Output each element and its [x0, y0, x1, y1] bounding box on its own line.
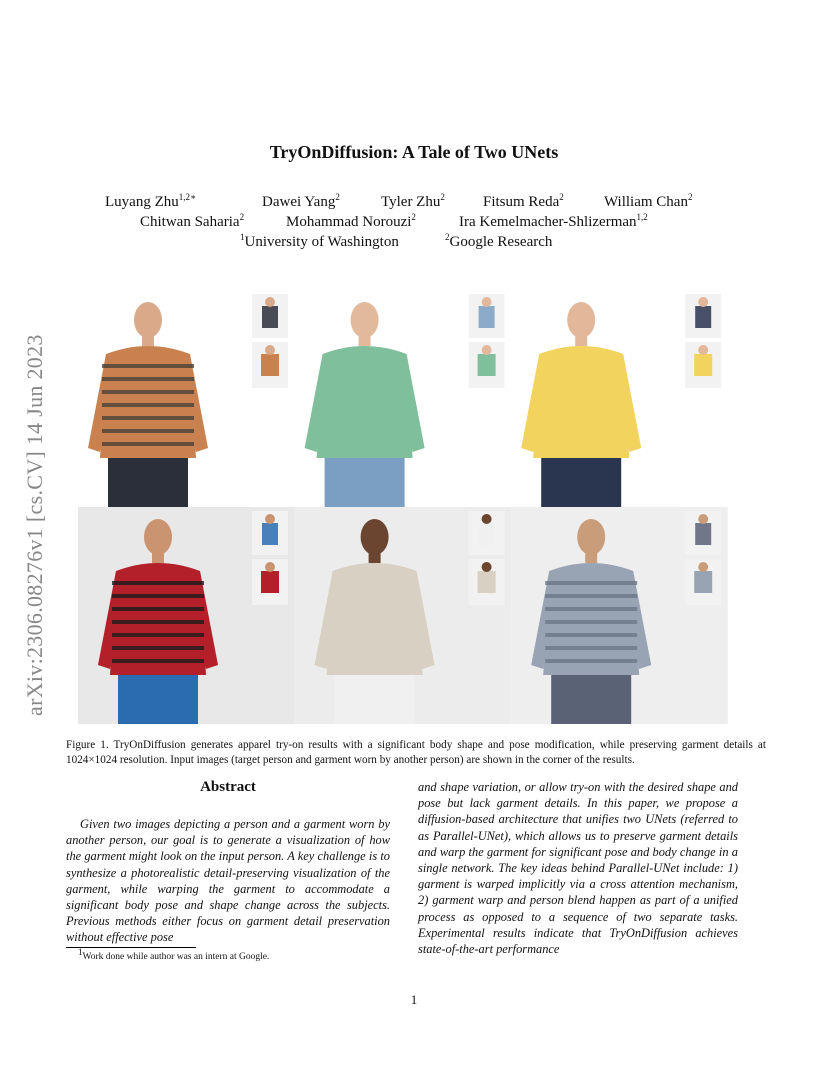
person-head	[144, 519, 172, 555]
author: Dawei Yang$^2$	[262, 192, 340, 210]
garment-torso	[317, 346, 413, 458]
thumbnail-head	[265, 345, 275, 355]
garment-stripe	[545, 581, 637, 585]
garment-stripe	[545, 633, 637, 637]
affiliation: $^1$University of Washington	[240, 232, 399, 250]
garment-stripe	[545, 594, 637, 598]
thumbnail-figure	[262, 306, 278, 328]
thumbnail-head	[698, 562, 708, 572]
thumbnail-garment	[694, 571, 712, 593]
person-head	[577, 519, 605, 555]
person-bottoms	[335, 675, 415, 724]
garment-stripe	[112, 594, 204, 598]
author: Chitwan Saharia$^2$	[140, 212, 245, 230]
paper-title: TryOnDiffusion: A Tale of Two UNets	[269, 142, 559, 162]
garment-stripe	[545, 620, 637, 624]
garment-stripe	[112, 620, 204, 624]
thumbnail-head	[482, 345, 492, 355]
author: Luyang Zhu$^{1,2∗}$	[105, 192, 197, 210]
garment-stripe	[102, 403, 194, 407]
thumbnail-garment	[478, 571, 496, 593]
person-neck	[152, 551, 164, 563]
thumbnail-figure	[262, 523, 278, 545]
author: William Chan$^2$	[604, 192, 693, 210]
garment-stripe	[112, 659, 204, 663]
garment-stripe	[102, 442, 194, 446]
garment-stripe	[112, 607, 204, 611]
thumbnail-figure	[479, 306, 495, 328]
affiliation: $^2$Google Research	[445, 232, 553, 250]
thumbnail-garment	[261, 354, 279, 376]
person-neck	[359, 334, 371, 346]
abstract-right-column: and shape variation, or allow try-on with the desired shape and pose but lack garment details. In this paper, we propose a diffusion-based architecture that unifies two UNets (referred to as Parallel-UNet), which allows us to preserve garment details and warp the garment for significant pose and body change in a single network. The key ideas behind Parallel-UNet include: 1) garment is warped implicitly via a cross attention mechanism, 2) garment warp and person blend happen as part of a unified process as opposed to a sequence of two separate tasks. Experimental results indicate that TryOnDiffusion achieves state-of-the-art performance	[418, 780, 738, 957]
garment-stripe	[545, 659, 637, 663]
thumbnail-head	[265, 562, 275, 572]
figure-caption: Figure 1. TryOnDiffusion generates apparel try-on results with a significant body shape and pose modification, while preserving garment details at 1024×1024 resolution. Input images (target person and garment worn by another person) are shown in the corner of the results.	[66, 739, 766, 766]
thumbnail-head	[482, 562, 492, 572]
abstract-heading: Abstract	[200, 779, 256, 795]
garment-torso	[543, 563, 639, 675]
thumbnail-head	[482, 514, 492, 524]
thumbnail-figure	[695, 523, 711, 545]
person-neck	[585, 551, 597, 563]
garment-stripe	[102, 377, 194, 381]
garment-stripe	[545, 607, 637, 611]
person-bottoms	[541, 458, 621, 507]
author: Fitsum Reda$^2$	[483, 192, 564, 210]
person-neck	[369, 551, 381, 563]
garment-torso	[327, 563, 423, 675]
person-bottoms	[118, 675, 198, 724]
figure-1	[78, 290, 728, 724]
garment-stripe	[102, 364, 194, 368]
garment-stripe	[102, 429, 194, 433]
garment-torso	[110, 563, 206, 675]
author: Mohammad Norouzi$^2$	[286, 212, 416, 230]
garment-stripe	[545, 646, 637, 650]
person-head	[567, 302, 595, 338]
person-bottoms	[551, 675, 631, 724]
garment-stripe	[102, 390, 194, 394]
thumbnail-figure	[479, 523, 495, 545]
garment-torso	[533, 346, 629, 458]
thumbnail-head	[265, 297, 275, 307]
person-head	[361, 519, 389, 555]
footnote: $^1$Work done while author was an intern at Google.	[78, 947, 270, 963]
abstract-left-column: Given two images depicting a person and a garment worn by another person, our goal is to generate a visualization of how the garment might look on the input person. A key challenge is to synthesize a photorealistic detail-preserving visualization of the garment, while warping the garment to accommodate a significant body pose and shape change across the subjects. Previous methods either focus on garment detail preservation without effective pose	[66, 817, 390, 945]
footnote-rule	[66, 947, 196, 948]
person-neck	[142, 334, 154, 346]
author: Ira Kemelmacher-Shlizerman$^{1,2}$	[459, 212, 648, 230]
garment-stripe	[102, 416, 194, 420]
person-head	[351, 302, 379, 338]
person-bottoms	[325, 458, 405, 507]
person-bottoms	[108, 458, 188, 507]
thumbnail-garment	[478, 354, 496, 376]
figure-image-grid	[78, 290, 728, 724]
arxiv-stamp: arXiv:2306.08276v1 [cs.CV] 14 Jun 2023	[22, 334, 47, 716]
thumbnail-head	[698, 514, 708, 524]
thumbnail-head	[265, 514, 275, 524]
page-number: 1	[410, 992, 418, 1007]
thumbnail-head	[482, 297, 492, 307]
person-neck	[575, 334, 587, 346]
garment-stripe	[112, 581, 204, 585]
author: Tyler Zhu$^2$	[381, 192, 445, 210]
thumbnail-garment	[694, 354, 712, 376]
garment-torso	[100, 346, 196, 458]
thumbnail-garment	[261, 571, 279, 593]
garment-stripe	[112, 646, 204, 650]
thumbnail-head	[698, 297, 708, 307]
thumbnail-figure	[695, 306, 711, 328]
thumbnail-head	[698, 345, 708, 355]
garment-stripe	[112, 633, 204, 637]
person-head	[134, 302, 162, 338]
